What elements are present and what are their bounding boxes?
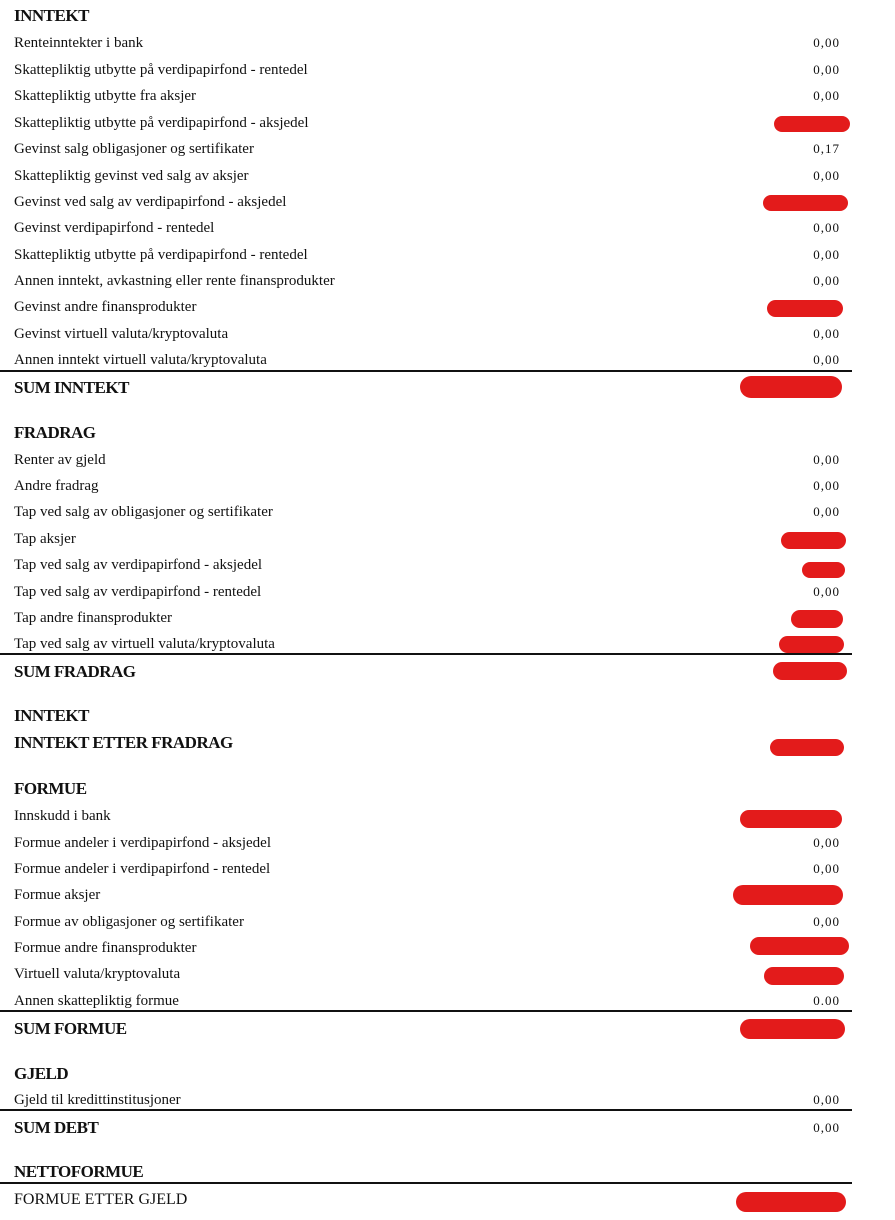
row-label: Skattepliktig gevinst ved salg av aksjer (14, 167, 249, 184)
table-row (14, 962, 852, 986)
section-header-nettoformue: NETTOFORMUE (14, 1162, 144, 1181)
row-label: Skattepliktig utbytte på verdipapirfond - aksjedel (14, 114, 309, 131)
table-row (14, 553, 852, 577)
table-row (14, 269, 852, 293)
row-label: Skattepliktig utbytte på verdipapirfond - rentedel (14, 246, 308, 263)
redaction-mark (774, 116, 850, 132)
section-header-inntekt: INNTEKT (14, 6, 89, 25)
inntekt-etter-fradrag-label: INNTEKT ETTER FRADRAG (14, 733, 233, 752)
table-row (14, 831, 852, 855)
table-row (14, 448, 852, 472)
redaction-mark (763, 195, 848, 211)
redaction-mark (802, 562, 845, 578)
row-label: Skattepliktig utbytte fra aksjer (14, 87, 197, 104)
row-value: 0,00 (813, 62, 840, 77)
sum-label: SUM FORMUE (14, 1019, 127, 1038)
row-label: Gevinst andre finansprodukter (14, 298, 197, 315)
row-label: Formue andeler i verdipapirfond - rentedel (14, 860, 271, 877)
redaction-mark (740, 1019, 845, 1039)
divider (0, 1109, 852, 1111)
table-row (14, 606, 852, 630)
row-value: 0,00 (813, 914, 840, 929)
row-value: 0,00 (813, 835, 840, 850)
table-row (14, 111, 852, 135)
table-row (14, 883, 852, 907)
row-value: 0.00 (813, 993, 840, 1008)
sum-value: 0,00 (813, 1120, 840, 1135)
redaction-mark (740, 376, 842, 398)
row-value: 0,00 (813, 584, 840, 599)
sum-label: SUM INNTEKT (14, 378, 129, 397)
row-value: 0,00 (813, 168, 840, 183)
table-row (14, 936, 852, 960)
row-value: 0,00 (813, 35, 840, 50)
row-value: 0,00 (813, 220, 840, 235)
row-label: Virtuell valuta/kryptovaluta (14, 965, 181, 982)
sum-row-fradrag (14, 658, 852, 686)
redaction-mark (740, 810, 842, 828)
row-label: Tap ved salg av obligasjoner og sertifikater (14, 503, 273, 520)
row-value: 0,00 (813, 478, 840, 493)
table-row (14, 322, 852, 346)
row-label: Tap ved salg av verdipapirfond - rentedel (14, 583, 262, 600)
sum-row-gjeld (14, 1114, 852, 1142)
divider (0, 1010, 852, 1012)
row-value: 0,00 (813, 504, 840, 519)
sum-label: SUM DEBT (14, 1118, 99, 1137)
table-row (14, 910, 852, 934)
row-value: 0,00 (813, 273, 840, 288)
table-row (14, 216, 852, 240)
row-value: 0,00 (813, 247, 840, 262)
sum-row-inntekt (14, 374, 852, 402)
sum-label: SUM FRADRAG (14, 662, 136, 681)
row-label: Formue andre finansprodukter (14, 939, 197, 956)
redaction-mark (779, 636, 844, 653)
row-label: Renteinntekter i bank (14, 34, 144, 51)
section-header-inntekt-etter: INNTEKT (14, 706, 89, 725)
redaction-mark (791, 610, 843, 628)
table-row (14, 804, 852, 828)
section-header-fradrag: FRADRAG (14, 423, 96, 442)
row-label: Annen inntekt, avkastning eller rente finansprodukter (14, 272, 335, 289)
table-row (14, 580, 852, 604)
table-row (14, 295, 852, 319)
table-row (14, 137, 852, 161)
row-value: 0,00 (813, 326, 840, 341)
row-value: 0,00 (813, 88, 840, 103)
table-row (14, 31, 852, 55)
row-label: Formue andeler i verdipapirfond - aksjedel (14, 834, 271, 851)
redaction-mark (764, 967, 844, 985)
row-value: 0,00 (813, 352, 840, 367)
table-row (14, 348, 852, 372)
section-header-gjeld: GJELD (14, 1064, 69, 1083)
row-label: Gjeld til kredittinstitusjoner (14, 1091, 181, 1108)
formue-etter-gjeld-label: FORMUE ETTER GJELD (14, 1191, 188, 1208)
row-label: Tap aksjer (14, 530, 76, 547)
row-label: Tap ved salg av virtuell valuta/kryptovaluta (14, 635, 275, 652)
sum-row-formue (14, 1015, 852, 1043)
row-value: 0,00 (813, 452, 840, 467)
row-label: Renter av gjeld (14, 451, 106, 468)
row-value: 0,17 (813, 141, 840, 156)
table-row (14, 164, 852, 188)
redaction-mark (773, 662, 847, 680)
row-label: Annen skattepliktig formue (14, 992, 179, 1009)
table-row (14, 243, 852, 267)
redaction-mark (736, 1192, 846, 1212)
divider (0, 653, 852, 655)
row-label: Formue aksjer (14, 886, 101, 903)
redaction-mark (733, 885, 843, 905)
row-label: Formue av obligasjoner og sertifikater (14, 913, 244, 930)
row-label: Innskudd i bank (14, 807, 111, 824)
row-label: Skattepliktig utbytte på verdipapirfond - rentedel (14, 61, 308, 78)
divider (0, 370, 852, 372)
section-header-formue: FORMUE (14, 779, 87, 798)
row-label: Andre fradrag (14, 477, 99, 494)
row-label: Gevinst ved salg av verdipapirfond - aksjedel (14, 193, 287, 210)
row-label: Tap andre finansprodukter (14, 609, 173, 626)
redaction-mark (781, 532, 846, 549)
redaction-mark (770, 739, 844, 756)
redaction-mark (767, 300, 843, 317)
table-row (14, 527, 852, 551)
row-label: Gevinst verdipapirfond - rentedel (14, 219, 215, 236)
table-row (14, 58, 852, 82)
redaction-mark (750, 937, 849, 955)
table-row (14, 500, 852, 524)
row-label: Tap ved salg av verdipapirfond - aksjedel (14, 556, 263, 573)
row-label: Gevinst salg obligasjoner og sertifikater (14, 140, 254, 157)
table-row (14, 84, 852, 108)
row-value: 0,00 (813, 1092, 840, 1107)
table-row (14, 190, 852, 214)
row-value: 0,00 (813, 861, 840, 876)
row-label: Annen inntekt virtuell valuta/kryptovaluta (14, 351, 267, 368)
row-label: Gevinst virtuell valuta/kryptovaluta (14, 325, 229, 342)
table-row (14, 857, 852, 881)
table-row (14, 474, 852, 498)
divider (0, 1182, 852, 1184)
